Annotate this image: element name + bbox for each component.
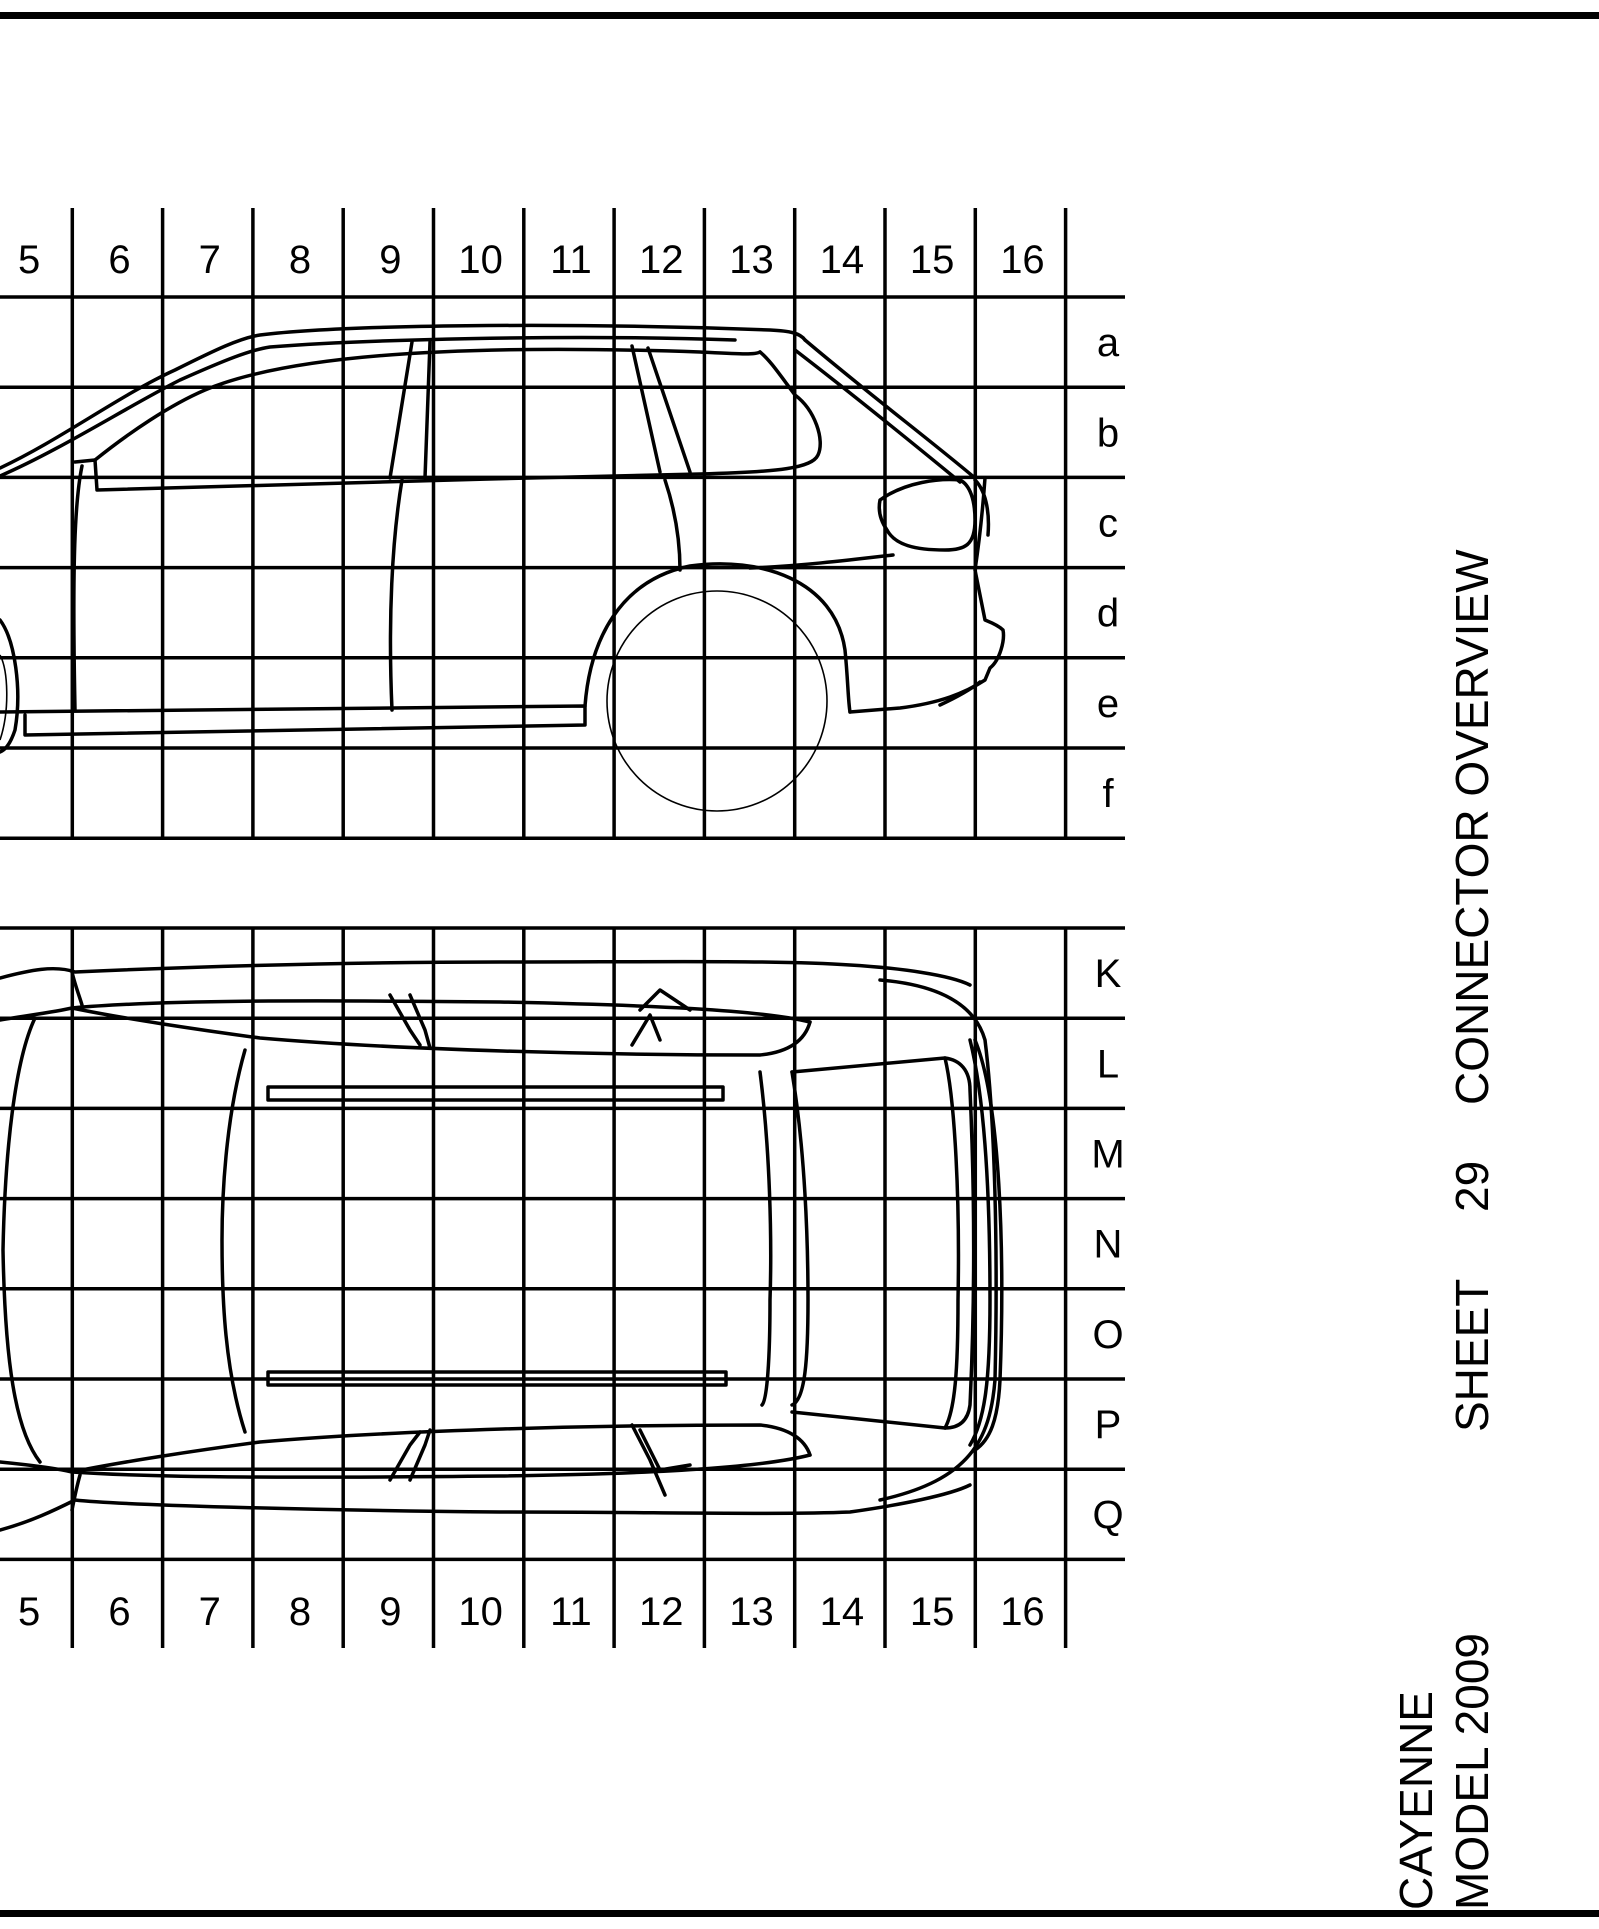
side-window-sill [75,352,820,490]
top-row-label-O: O [1092,1312,1124,1357]
column-label-7: 7 [198,238,221,282]
top-windshield [3,1018,40,1462]
column-label-9: 9 [379,238,402,282]
column-label-bottom-5: 5 [18,1590,41,1634]
model-year: MODEL 2009 [1446,1633,1498,1910]
top-roof-rail-upper [268,1087,723,1100]
column-label-bottom-6: 6 [108,1590,131,1634]
side-door-seam [390,480,402,710]
top-view-row-labels [1091,952,1124,1537]
model-name: CAYENNE [1390,1691,1442,1910]
top-row-label-Q: Q [1092,1493,1124,1538]
column-label-15: 15 [909,238,955,282]
column-label-bottom-8: 8 [288,1590,312,1634]
top-row-label-L: L [1096,1042,1120,1087]
top-lower-body [0,1485,970,1530]
side-rear-arch [585,564,850,712]
column-label-bottom-10: 10 [458,1590,503,1634]
side-row-label-e: e [1096,681,1120,726]
column-label-11: 11 [550,238,592,282]
top-upper-door-line [72,1008,810,1055]
side-row-label-b: b [1096,411,1120,456]
side-b-pillar [390,342,412,478]
top-lower-pillar-c [640,1430,690,1470]
column-label-5: 5 [18,238,41,282]
top-tailgate-inner [945,1058,958,1428]
column-label-bottom-9: 9 [379,1590,402,1634]
top-row-label-K: K [1094,952,1122,997]
side-front-wheel [0,655,7,740]
column-label-bottom-16: 16 [1000,1590,1045,1634]
column-labels-top [18,238,1045,282]
top-lower-pillar-b [390,1432,420,1480]
side-sill [0,706,585,735]
side-row-label-f: f [1102,772,1114,817]
column-label-14: 14 [819,238,865,282]
top-view-vehicle-outline [0,962,1002,1530]
column-label-bottom-15: 15 [909,1590,955,1634]
column-labels-bottom [18,1590,1045,1634]
column-label-16: 16 [1000,238,1045,282]
bottom-border [0,1910,1599,1917]
side-rear-slope-inner [795,350,960,482]
column-label-bottom-11: 11 [550,1590,592,1634]
side-tail-light [879,480,975,550]
column-label-bottom-14: 14 [819,1590,865,1634]
sheet-label: SHEET [1446,1278,1498,1432]
top-rear-window [760,1072,771,1405]
title-block [1390,549,1498,1910]
column-label-bottom-7: 7 [198,1590,221,1634]
side-b-pillar-2 [425,342,430,478]
top-row-label-P: P [1094,1403,1122,1448]
side-c-pillar [632,346,660,472]
column-label-8: 8 [288,238,312,282]
top-row-label-M: M [1091,1132,1125,1177]
top-lower-door-line [72,1425,810,1472]
top-upper-body [0,962,970,985]
side-a-pillar [74,466,82,710]
sheet-number: 29 [1446,1160,1498,1212]
top-row-label-N: N [1093,1222,1123,1267]
column-label-bottom-13: 13 [729,1590,774,1634]
column-label-6: 6 [108,238,131,282]
side-row-label-c: c [1098,501,1118,546]
sheet-title: CONNECTOR OVERVIEW [1446,549,1498,1105]
top-tailgate [792,1058,974,1428]
top-lower-pillar-c2 [632,1425,665,1495]
side-rear-slope [805,340,975,478]
top-border [0,12,1599,19]
column-label-13: 13 [729,238,774,282]
column-label-12: 12 [639,238,684,282]
side-row-label-a: a [1096,321,1120,366]
top-lower-pillar-b2 [410,1430,430,1480]
column-label-bottom-12: 12 [639,1590,684,1634]
column-label-10: 10 [458,238,503,282]
side-rear-bumper [850,478,1003,712]
side-row-label-d: d [1096,591,1120,636]
side-rear-door-seam [665,480,680,570]
grid-lines [0,208,1125,1648]
